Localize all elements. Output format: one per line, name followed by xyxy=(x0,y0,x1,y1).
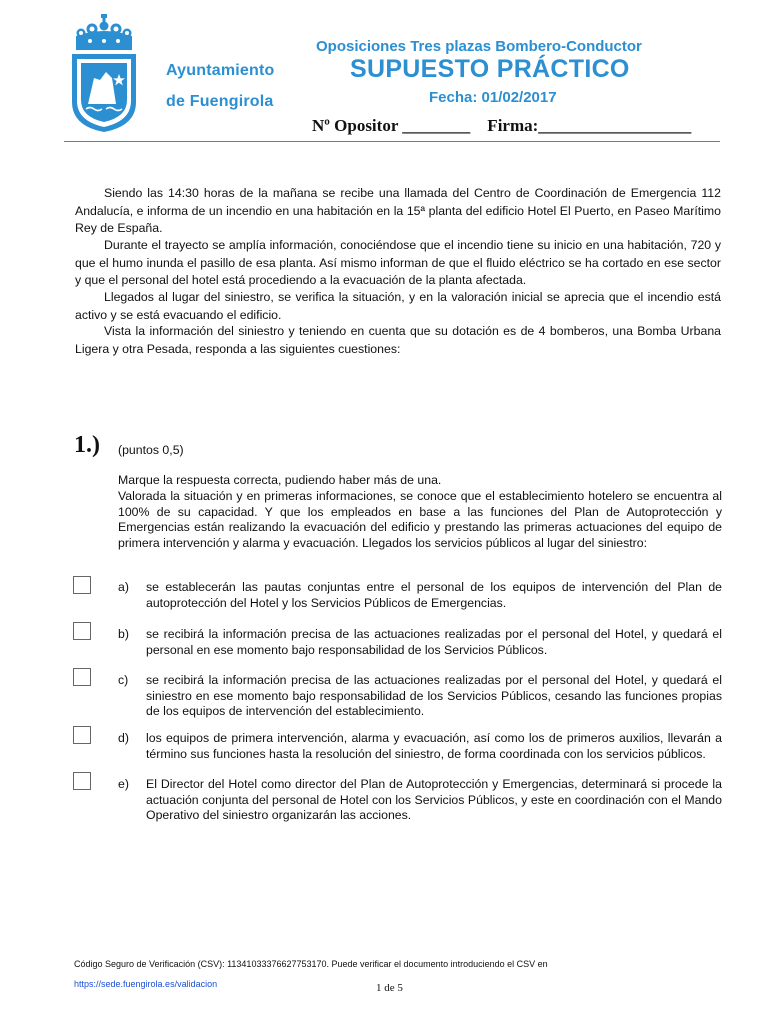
option-e-text: El Director del Hotel como director del Plan de Autoprotección y Emergencias, determinará si procede la actuación conjunta del personal de Hotel con los Servicios Públicos, y este en coordinación con el Mando Operativo del siniestro organizarán las acciones. xyxy=(146,777,722,822)
page-number: 1 de 5 xyxy=(376,982,403,994)
question-points: (puntos 0,5) xyxy=(118,443,184,457)
option-d-text: los equipos de primera intervención, alarma y evacuación, así como los de primeros auxilios, llevarán a término sus funciones hasta la resolución del siniestro, de forma coordinada con los servicios públicos. xyxy=(146,731,722,761)
exam-date: Fecha: 01/02/2017 xyxy=(429,89,557,106)
option-b-checkbox[interactable] xyxy=(73,622,91,640)
intro-paragraph: Siendo las 14:30 horas de la mañana se recibe una llamada del Centro de Coordinación de Emergencia 112 Andalucía, e informa de un incendio en una habitación en la 15ª planta del edificio Hotel El Puerto, en Paseo Marítimo Rey de España. xyxy=(75,186,721,235)
option-c-checkbox[interactable] xyxy=(73,668,91,686)
municipality-name-line2: de Fuengirola xyxy=(166,93,274,110)
csv-verification-text: Código Seguro de Verificación (CSV): 11341033376627753170. Puede verificar el documento introduciendo el CSV en xyxy=(74,959,548,969)
option-c-text: se recibirá la información precisa de las actuaciones realizadas por el personal del Hotel, y quedará el siniestro en ese momento bajo responsabilidad de los Servicios Públicos, cesando las funciones propias de los equipos de intervención del establecimiento. xyxy=(146,673,722,718)
question-number: 1.) xyxy=(74,432,100,458)
intro-paragraph: Durante el trayecto se amplía información, conociéndose que el incendio tiene su inicio en una habitación, 720 y que el humo inunda el pasillo de esa planta. Así mismo informan de que el fluido eléctrico se ha cortado en ese sector y que el personal del hotel está procediendo a la evacuación de la planta afectada. xyxy=(75,238,721,287)
exam-title: SUPUESTO PRÁCTICO xyxy=(350,55,630,83)
intro-paragraph: Vista la información del siniestro y teniendo en cuenta que su dotación es de 4 bomberos, una Bomba Urbana Ligera y otra Pesada, responda a las siguientes cuestiones: xyxy=(75,324,721,356)
candidate-signature-line: Nº Opositor ________ Firma:__________________ xyxy=(312,116,692,135)
header-divider xyxy=(64,141,720,142)
option-e-letter: e) xyxy=(118,777,129,791)
exam-subtitle: Oposiciones Tres plazas Bombero-Conductor xyxy=(316,38,642,55)
question-statement: Valorada la situación y en primeras informaciones, se conoce que el establecimiento hotelero se encuentra al 100% de su capacidad. Y que los empleados en base a las funciones del Plan de Autoprotección y Emergencias están realizando la evacuación del edificio y prestando las primeras actuaciones del equipo de primera intervención y alarma y evacuación. Llegados los servicios públicos al lugar del siniestro: xyxy=(118,489,722,550)
option-d-letter: d) xyxy=(118,731,129,745)
option-a-text: se establecerán las pautas conjuntas entre el personal de los equipos de intervención del Plan de autoprotección del Hotel y los Servicios Públicos de Emergencias. xyxy=(146,580,722,610)
option-e-checkbox[interactable] xyxy=(73,772,91,790)
option-a-letter: a) xyxy=(118,580,129,594)
coat-of-arms-logo xyxy=(68,14,140,134)
option-d-checkbox[interactable] xyxy=(73,726,91,744)
municipality-name-line1: Ayuntamiento xyxy=(166,62,275,79)
validation-link[interactable]: https://sede.fuengirola.es/validacion xyxy=(74,979,218,989)
question-instruction: Marque la respuesta correcta, pudiendo haber más de una. xyxy=(118,473,442,487)
intro-paragraph: Llegados al lugar del siniestro, se verifica la situación, y en la valoración inicial se aprecia que el incendio está activo y se está evacuando el edificio. xyxy=(75,290,721,322)
option-c-letter: c) xyxy=(118,673,129,687)
option-a-checkbox[interactable] xyxy=(73,576,91,594)
option-b-text: se recibirá la información precisa de las actuaciones realizadas por el personal del Hotel, y quedará el personal en ese momento bajo responsabilidad de los Servicios Públicos. xyxy=(146,627,722,657)
option-b-letter: b) xyxy=(118,627,129,641)
